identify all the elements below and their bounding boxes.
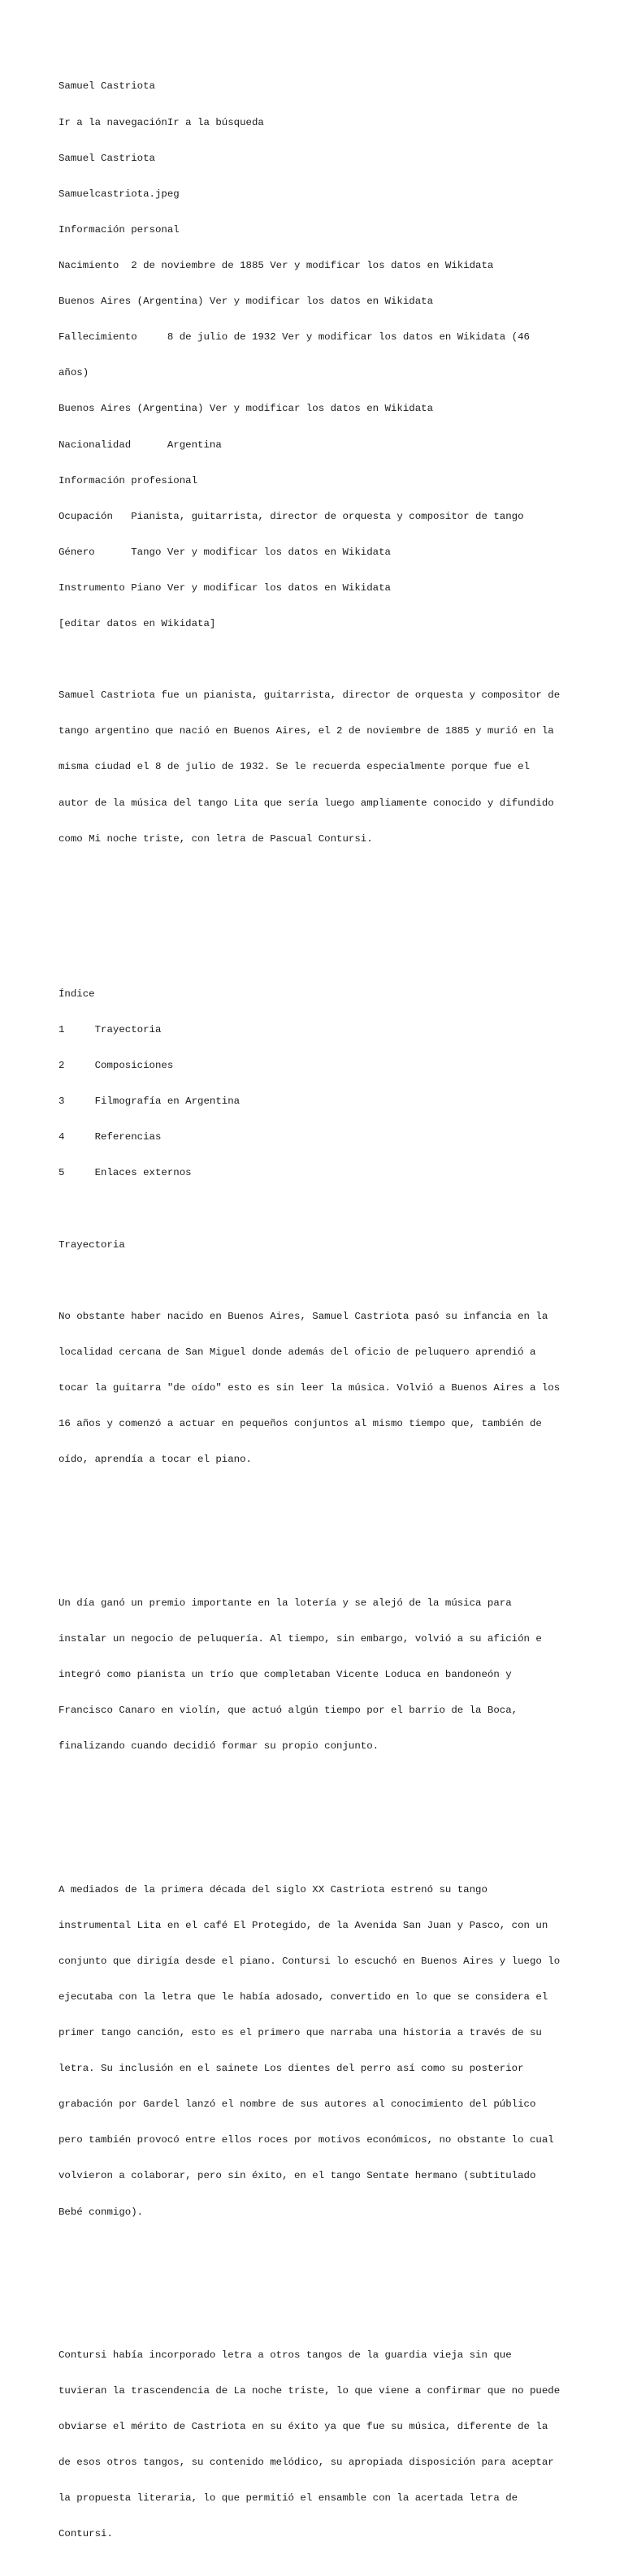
table-of-contents	[58, 964, 578, 1203]
paragraph-line: de esos otros tangos, su contenido melódico, su apropiada disposición para aceptar	[58, 2457, 554, 2469]
paragraph-line: grabación por Gardel lanzó el nombre de sus autores al conocimiento del público	[58, 2098, 536, 2111]
toc-heading: Índice	[58, 988, 95, 1000]
paragraph-line: conjunto que dirigía desde el piano. Contursi lo escuchó en Buenos Aires y luego lo	[58, 1955, 561, 1967]
skip-navigation-links[interactable]: Ir a la navegaciónIr a la búsqueda	[58, 116, 264, 128]
paragraph-line: Francisco Canaro en violín, que actuó algún tiempo por el barrio de la Boca,	[58, 1705, 518, 1716]
trayectoria-paragraph-1	[58, 1286, 578, 1489]
nationality-row: Nacionalidad Argentina	[58, 439, 222, 451]
paragraph-line: Samuel Castriota fue un pianista, guitarrista, director de orquesta y compositor de	[58, 689, 561, 702]
paragraph-line: primer tango canción, esto es el primero que narraba una historia a través de su	[58, 2026, 542, 2038]
paragraph-line: 16 años y comenzó a actuar en pequeños conjuntos al mismo tiempo que, también de	[58, 1418, 542, 1430]
death-row: Fallecimiento 8 de julio de 1932 Ver y modificar los datos en Wikidata (46	[58, 331, 530, 344]
trayectoria-paragraph-2	[58, 1573, 578, 1776]
paragraph-line: obviarse el mérito de Castriota en su éxito ya que fue su música, diferente de la	[58, 2421, 548, 2433]
paragraph-line: integró como pianista un trío que completaban Vicente Loduca en bandoneón y	[58, 1668, 512, 1680]
instrument-row: Instrumento Piano Ver y modificar los datos en Wikidata	[58, 581, 391, 594]
page-title: Samuel Castriota	[58, 80, 155, 93]
paragraph-line: Un día ganó un premio importante en la lotería y se alejó de la música para	[58, 1597, 512, 1609]
death-row-continued: años)	[58, 367, 89, 379]
infobox-name: Samuel Castriota	[58, 152, 155, 164]
edit-wikidata-link[interactable]: [editar datos en Wikidata]	[58, 618, 216, 630]
paragraph-line: volvieron a colaborar, pero sin éxito, en el tango Sentate hermano (subtitulado	[58, 2170, 536, 2182]
paragraph-line: tocar la guitarra "de oído" esto es sin leer la música. Volvió a Buenos Aires a los	[58, 1382, 561, 1394]
toc-item[interactable]: 1 Trayectoria	[58, 1023, 162, 1035]
professional-info-heading: Información profesional	[58, 474, 198, 486]
paragraph-line: tuvieran la trascendencia de La noche triste, lo que viene a confirmar que no puede	[58, 2385, 561, 2397]
paragraph-line: autor de la música del tango Lita que sería luego ampliamente conocido y difundido	[58, 797, 554, 809]
paragraph-line: localidad cercana de San Miguel donde además del oficio de peluquero aprendió a	[58, 1346, 536, 1358]
paragraph-line: pero también provocó entre ellos roces por motivos económicos, no obstante lo cual	[58, 2134, 554, 2146]
toc-item[interactable]: 2 Composiciones	[58, 1060, 174, 1072]
death-place-row: Buenos Aires (Argentina) Ver y modificar los datos en Wikidata	[58, 403, 434, 415]
paragraph-line: A mediados de la primera década del siglo XX Castriota estrenó su tango	[58, 1883, 488, 1895]
paragraph-line: finalizando cuando decidió formar su propio conjunto.	[58, 1740, 379, 1753]
birth-row: Nacimiento 2 de noviembre de 1885 Ver y modificar los datos en Wikidata	[58, 259, 494, 271]
section-heading-trayectoria: Trayectoria	[58, 1238, 125, 1251]
paragraph-line: No obstante haber nacido en Buenos Aires, Samuel Castriota pasó su infancia en la	[58, 1310, 548, 1322]
infobox-image-caption[interactable]: Samuelcastriota.jpeg	[58, 188, 180, 200]
toc-item[interactable]: 4 Referencias	[58, 1131, 162, 1143]
personal-info-heading: Información personal	[58, 223, 180, 236]
paragraph-line: instrumental Lita en el café El Protegido, de la Avenida San Juan y Pasco, con un	[58, 1919, 548, 1931]
paragraph-line: la propuesta literaria, lo que permitió el ensamble con la acertada letra de	[58, 2492, 518, 2505]
occupation-row: Ocupación Pianista, guitarrista, director de orquesta y compositor de tango	[58, 510, 524, 522]
paragraph-line: letra. Su inclusión en el sainete Los dientes del perro así como su posterior	[58, 2063, 524, 2075]
paragraph-line: tango argentino que nació en Buenos Aires, el 2 de noviembre de 1885 y murió en la	[58, 725, 554, 737]
paragraph-line: oído, aprendía a tocar el piano.	[58, 1454, 252, 1466]
paragraph-line: Bebé conmigo).	[58, 2206, 144, 2218]
document-text	[58, 57, 578, 2576]
genre-row: Género Tango Ver y modificar los datos en Wikidata	[58, 546, 391, 558]
paragraph-line: instalar un negocio de peluquería. Al tiempo, sin embargo, volvió a su afición e	[58, 1632, 542, 1645]
trayectoria-paragraph-3	[58, 1860, 578, 2242]
paragraph-line: Contursi.	[58, 2528, 113, 2540]
toc-item[interactable]: 3 Filmografía en Argentina	[58, 1096, 240, 1108]
paragraph-line: como Mi noche triste, con letra de Pascual Contursi.	[58, 832, 373, 845]
trayectoria-paragraph-4	[58, 2326, 578, 2565]
paragraph-line: ejecutaba con la letra que le había adosado, convertido en lo que se considera el	[58, 1990, 548, 2003]
intro-paragraph	[58, 666, 578, 869]
paragraph-line: misma ciudad el 8 de julio de 1932. Se le recuerda especialmente porque fue el	[58, 761, 530, 773]
birth-place-row: Buenos Aires (Argentina) Ver y modificar los datos en Wikidata	[58, 296, 434, 308]
paragraph-line: Contursi había incorporado letra a otros tangos de la guardia vieja sin que	[58, 2349, 512, 2361]
toc-item[interactable]: 5 Enlaces externos	[58, 1167, 192, 1179]
